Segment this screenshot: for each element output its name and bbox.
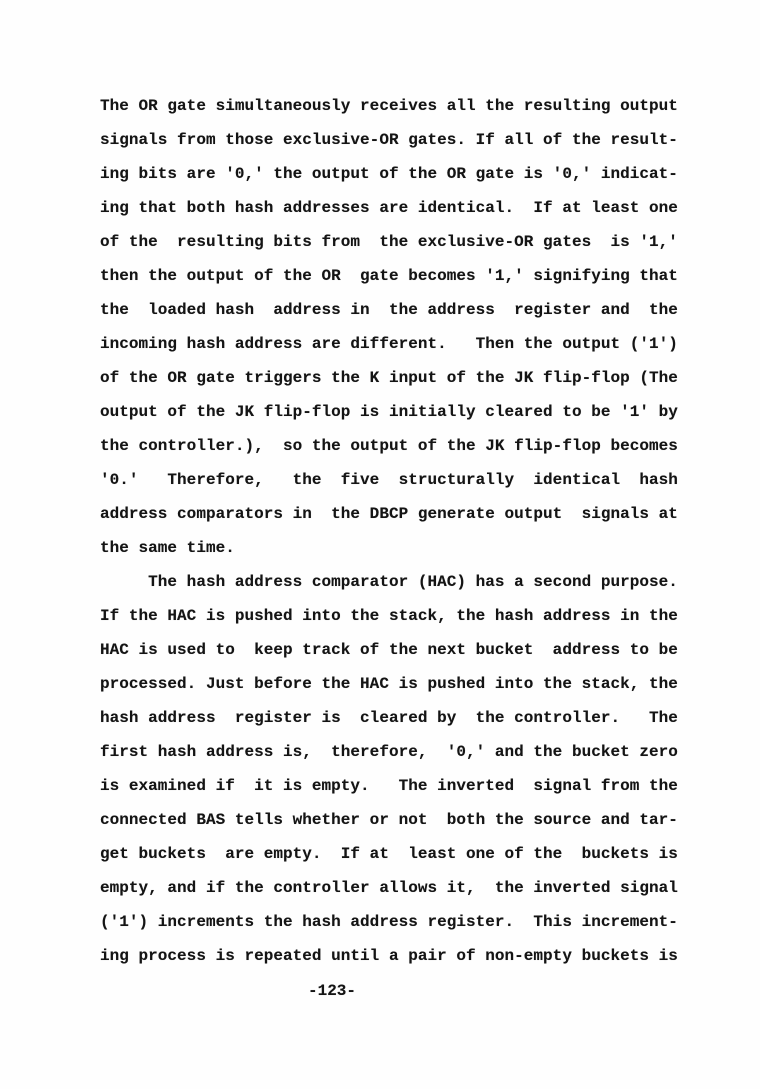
text-line: incoming hash address are different. Then the output ('1') [100, 335, 678, 353]
text-line: first hash address is, therefore, '0,' and the bucket zero [100, 743, 678, 761]
text-line: '0.' Therefore, the five structurally identical hash [100, 471, 678, 489]
text-line: processed. Just before the HAC is pushed into the stack, the [100, 675, 678, 693]
text-line: ('1') increments the hash address register. This increment- [100, 913, 678, 931]
text-line: address comparators in the DBCP generate output signals at [100, 505, 678, 523]
text-line: the controller.), so the output of the JK flip-flop becomes [100, 437, 678, 455]
text-line: ing bits are '0,' the output of the OR gate is '0,' indicat- [100, 165, 678, 183]
text-line: of the resulting bits from the exclusive-OR gates is '1,' [100, 233, 678, 251]
text-line: get buckets are empty. If at least one of the buckets is [100, 845, 678, 863]
text-line: signals from those exclusive-OR gates. If all of the result- [100, 131, 678, 149]
text-line: the loaded hash address in the address register and the [100, 301, 678, 319]
body-text [100, 89, 678, 973]
text-line: the same time. [100, 539, 235, 557]
text-line: hash address register is cleared by the controller. The [100, 709, 678, 727]
text-line: If the HAC is pushed into the stack, the hash address in the [100, 607, 678, 625]
text-line: HAC is used to keep track of the next bucket address to be [100, 641, 678, 659]
text-line: then the output of the OR gate becomes '1,' signifying that [100, 267, 678, 285]
text-line: ing process is repeated until a pair of non-empty buckets is [100, 947, 678, 965]
text-line: The OR gate simultaneously receives all the resulting output [100, 97, 678, 115]
text-line: of the OR gate triggers the K input of the JK flip-flop (The [100, 369, 678, 387]
text-line: connected BAS tells whether or not both the source and tar- [100, 811, 678, 829]
text-line: ing that both hash addresses are identical. If at least one [100, 199, 678, 217]
page-number: -123- [308, 982, 357, 1000]
text-line: The hash address comparator (HAC) has a second purpose. [100, 573, 678, 591]
text-line: is examined if it is empty. The inverted signal from the [100, 777, 678, 795]
text-line: output of the JK flip-flop is initially cleared to be '1' by [100, 403, 678, 421]
text-line: empty, and if the controller allows it, the inverted signal [100, 879, 678, 897]
